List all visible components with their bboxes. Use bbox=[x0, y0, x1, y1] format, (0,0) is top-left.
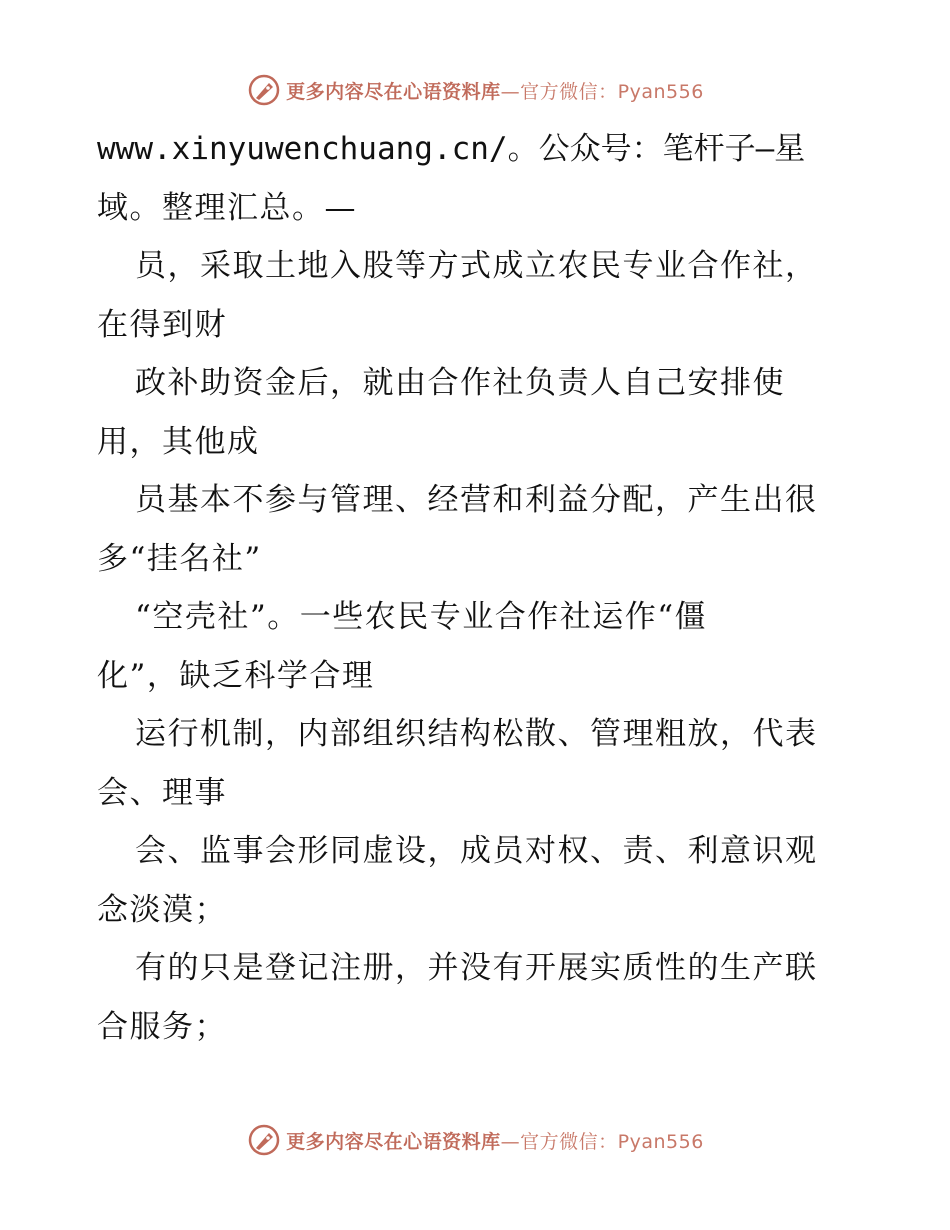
body-line: 多“挂名社” bbox=[97, 540, 262, 577]
body-line: www.xinyuwenchuang.cn/。公众号：笔杆子—星 bbox=[97, 131, 806, 167]
body-line: 员基本不参与管理、经营和利益分配，产生出很 bbox=[135, 482, 818, 518]
pen-nib-logo-icon bbox=[246, 72, 282, 108]
pen-nib-logo-icon bbox=[246, 1122, 282, 1158]
body-line: 在得到财 bbox=[97, 306, 227, 343]
document-body bbox=[97, 120, 877, 1056]
header-banner-text bbox=[286, 77, 704, 104]
body-line: 域。整理汇总。— bbox=[97, 189, 357, 226]
body-line: 员，采取土地入股等方式成立农民专业合作社， bbox=[135, 248, 818, 284]
body-line: 用，其他成 bbox=[97, 423, 260, 460]
body-line: 政补助资金后，就由合作社负责人自己安排使 bbox=[135, 365, 785, 401]
body-line: 会、监事会形同虚设，成员对权、责、利意识观 bbox=[135, 833, 818, 869]
header-banner bbox=[0, 70, 950, 110]
body-line: 念淡漠； bbox=[97, 891, 227, 928]
body-line: 有的只是登记注册，并没有开展实质性的生产联 bbox=[135, 950, 818, 986]
body-line: 会、理事 bbox=[97, 774, 227, 811]
header-banner-title: 更多内容尽在心语资料库 bbox=[286, 80, 501, 103]
body-line: “空壳社”。一些农民专业合作社运作“僵 bbox=[135, 599, 708, 635]
body-line: 化”，缺乏科学合理 bbox=[97, 657, 375, 694]
header-banner-contact: —官方微信：Pyan556 bbox=[500, 80, 704, 103]
footer-banner bbox=[0, 1120, 950, 1160]
footer-banner-contact: —官方微信：Pyan556 bbox=[500, 1130, 704, 1153]
body-line: 运行机制，内部组织结构松散、管理粗放，代表 bbox=[135, 716, 818, 752]
footer-banner-title: 更多内容尽在心语资料库 bbox=[286, 1130, 501, 1153]
footer-banner-text bbox=[286, 1127, 704, 1154]
body-line: 合服务； bbox=[97, 1008, 227, 1045]
